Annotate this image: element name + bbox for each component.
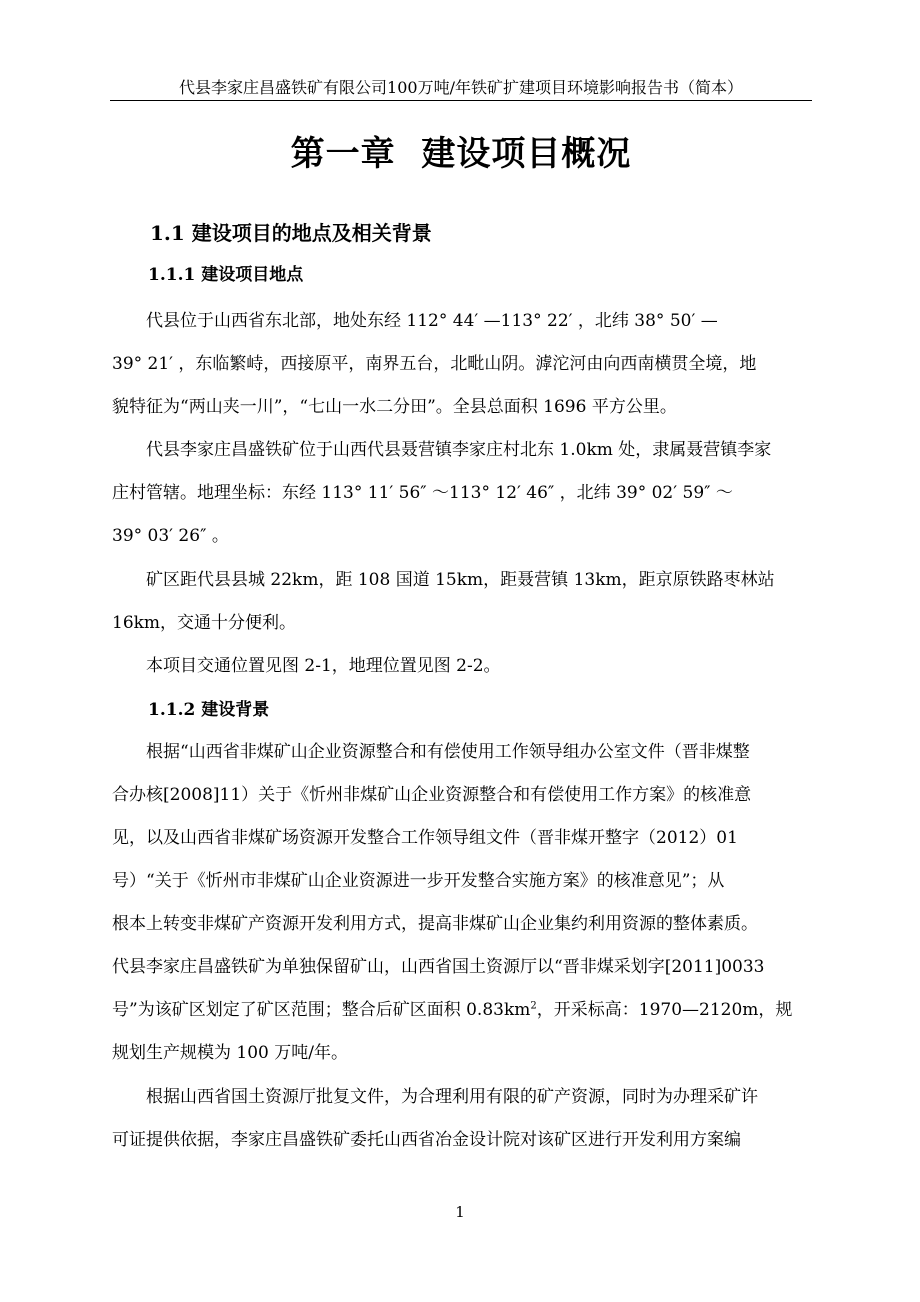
paragraph-distances	[112, 559, 802, 645]
text-line: 见，以及山西省非煤矿场资源开发整合工作领导组文件（晋非煤开整字（2012）01	[112, 828, 738, 848]
paragraph-design-commission	[112, 1076, 802, 1162]
text-line: 根据“山西省非煤矿山企业资源整合和有偿使用工作领导组办公室文件（晋非煤整	[146, 742, 750, 762]
paragraph-figure-reference	[112, 645, 802, 688]
text-line	[112, 989, 802, 1032]
paragraph-background	[112, 731, 802, 1075]
text-line: 代县李家庄昌盛铁矿位于山西代县聂营镇李家庄村北东 1.0km 处，隶属聂营镇李家	[146, 440, 772, 460]
text-line: 39° 03′ 26″ 。	[112, 526, 229, 546]
text-line: 可证提供依据，李家庄昌盛铁矿委托山西省冶金设计院对该矿区进行开发利用方案编	[112, 1130, 741, 1150]
text-line: 根本上转变非煤矿产资源开发利用方式，提高非煤矿山企业集约利用资源的整体素质。	[112, 914, 758, 934]
text-line: 根据山西省国土资源厅批复文件，为合理利用有限的矿产资源，同时为办理采矿许	[146, 1087, 758, 1107]
text-line: 庄村管辖。地理坐标：东经 113° 11′ 56″ ～113° 12′ 46″ ，北纬 39° 02′ 59″ ～	[112, 483, 733, 503]
text-line: 代县位于山西省东北部，地处东经 112° 44′ —113° 22′ ，北纬 38° 50′ —	[146, 311, 718, 331]
section-heading-1-1: 1.1 建设项目的地点及相关背景	[150, 221, 432, 245]
section-heading-1-1-1: 1.1.1 建设项目地点	[148, 265, 304, 285]
running-header: 代县李家庄昌盛铁矿有限公司100万吨/年铁矿扩建项目环境影响报告书（简本）	[179, 78, 743, 97]
text-line: 本项目交通位置见图 2-1，地理位置见图 2-2。	[146, 656, 501, 676]
paragraph-location-county	[112, 300, 802, 429]
text-fragment: 号”为该矿区划定了矿区范围；整合后矿区面积 0.83km	[112, 1000, 531, 1020]
paragraph-mine-location	[112, 429, 802, 558]
text-line: 貌特征为“两山夹一川”，“七山一水二分田”。全县总面积 1696 平方公里。	[112, 397, 677, 417]
text-line: 规划生产规模为 100 万吨/年。	[112, 1043, 348, 1063]
superscript: 2	[530, 1000, 537, 1012]
text-line: 39° 21′ ，东临繁峙，西接原平，南界五台，北毗山阴。滹沱河由向西南横贯全境，地	[112, 354, 757, 374]
text-line: 合办核[2008]11）关于《忻州非煤矿山企业资源整合和有偿使用工作方案》的核准意	[112, 785, 752, 805]
header-rule	[110, 100, 812, 101]
text-line: 16km，交通十分便利。	[112, 613, 297, 633]
text-line: 矿区距代县县城 22km，距 108 国道 15km，距聂营镇 13km，距京原铁路枣林站	[146, 570, 775, 590]
section-heading-1-1-2: 1.1.2 建设背景	[148, 700, 270, 720]
chapter-title: 第一章 建设项目概况	[290, 134, 632, 174]
text-line: 代县李家庄昌盛铁矿为单独保留矿山，山西省国土资源厅以“晋非煤采划字[2011]0033	[112, 957, 765, 977]
page-number: 1	[455, 1203, 465, 1221]
text-line: 号）“关于《忻州市非煤矿山企业资源进一步开发整合实施方案》的核准意见”；从	[112, 871, 725, 891]
text-fragment: ，开采标高：1970—2120m，规	[536, 1000, 793, 1020]
